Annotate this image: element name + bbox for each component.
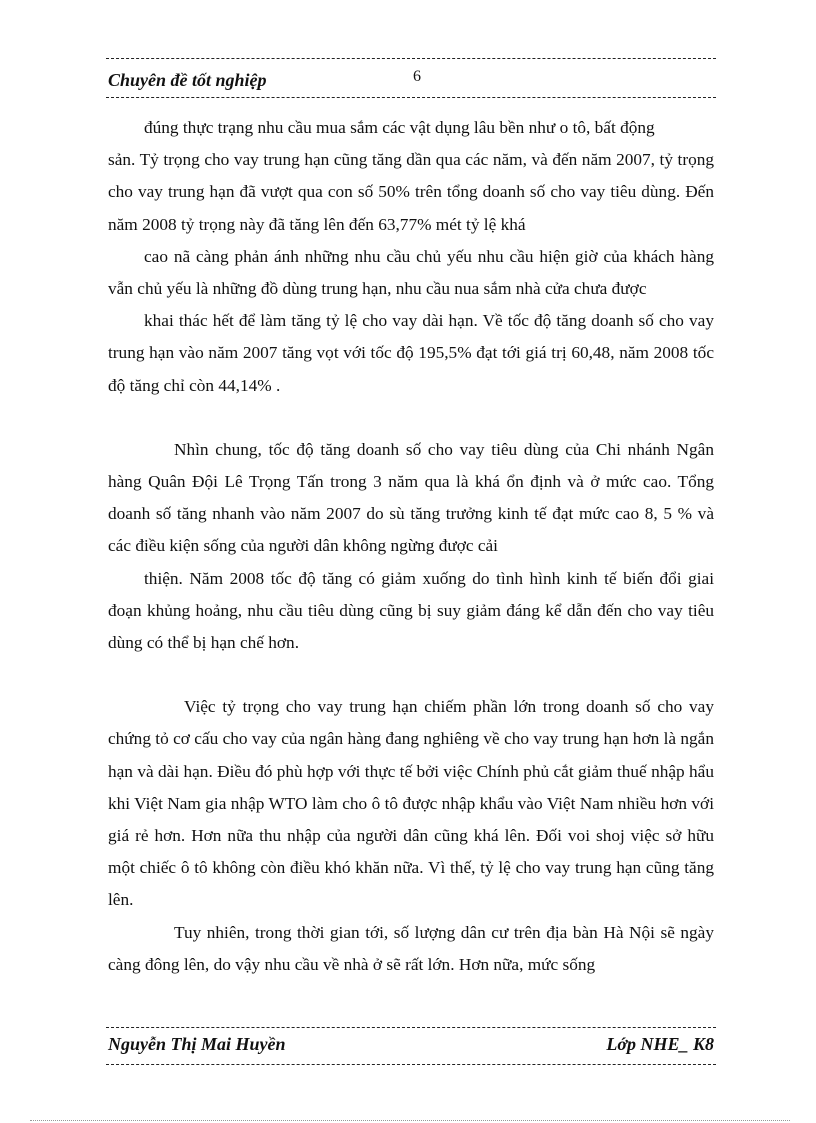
header-title: Chuyên đề tốt nghiệp	[108, 70, 267, 90]
paragraph-1: đúng thực trạng nhu cầu mua sắm các vật dụng lâu bền như o tô, bất động	[144, 118, 655, 137]
footer-bottom-rule	[106, 1064, 716, 1065]
paragraph-2: sản. Tỷ trọng cho vay trung hạn cũng tăng dần qua các năm, và đến năm 2007, tỷ trọng cho vay trung hạn đã vượt qua con số 50% trên tổng doanh số cho vay tiêu dùng. Đến năm 2008 tỷ trọng này đã tăng lên đến 63,77% mét tỷ lệ khá	[108, 150, 714, 234]
paragraph-8: Tuy nhiên, trong thời gian tới, số lượng dân cư trên địa bàn Hà Nội sẽ ngày càng đông lên, do vậy nhu cầu về nhà ở sẽ rất lớn. Hơn nữa, mức sống	[108, 922, 714, 974]
paragraph-3: cao nã càng phản ánh những nhu cầu chủ yếu nhu cầu hiện giờ của khách hàng vẫn chủ yếu là những đồ dùng trung hạn, nhu cầu nua sắm nhà cửa chưa được	[108, 246, 714, 299]
footer-top-rule	[106, 1027, 716, 1028]
paragraph-5: Nhìn chung, tốc độ tăng doanh số cho vay tiêu dùng của Chi nhánh Ngân hàng Quân Đội Lê Trọng Tấn trong 3 năm qua là khá ổn định và ở mức cao. Tổng doanh số tăng nhanh vào năm 2007 do sù tăng trưởng kinh tế đạt mức cao 8, 5 % và các điều kiện sống của người dân không ngừng được cải	[108, 439, 714, 556]
paragraph-gap	[108, 659, 714, 691]
page-edge-rule	[30, 1120, 790, 1121]
paragraph-gap	[108, 402, 714, 434]
body-text	[108, 112, 714, 981]
paragraph-4: khai thác hết để làm tăng tỷ lệ cho vay dài hạn. Về tốc độ tăng doanh số cho vay trung hạn vào năm 2007 tăng vọt với tốc độ 195,5% đạt tới giá trị 60,48, năm 2008 tốc độ tăng chỉ còn 44,14% .	[108, 311, 714, 395]
footer-class-label: Lớp NHE_ K8	[606, 1034, 714, 1054]
paragraph-6: thiện. Năm 2008 tốc độ tăng có giảm xuống do tình hình kinh tế biến đổi giai đoạn khủng hoảng, nhu cầu tiêu dùng cũng bị suy giảm đáng kể dẫn đến cho vay tiêu dùng có thể bị hạn chế hơn.	[108, 568, 714, 653]
header-bottom-rule	[106, 97, 716, 98]
paragraph-7: Việc tỷ trọng cho vay trung hạn chiếm phần lớn trong doanh số cho vay chứng tỏ cơ cấu cho vay của ngân hàng đang nghiêng về cho vay trung hạn hơn là ngắn hạn và dài hạn. Điều đó phù hợp với thực tế bởi việc Chính phủ cắt giảm thuế nhập hẩu khi Việt Nam gia nhập WTO làm cho ô tô được nhập khẩu vào Việt Nam nhiều hơn với giá rẻ hơn. Hơn nữa thu nhập của người dân cũng khá lên. Đối voi shoj việc sở hữu một chiếc ô tô không còn điều khó khăn nữa. Vì thế, tỷ lệ cho vay trung hạn cũng tăng lên.	[108, 697, 714, 910]
page-number: 6	[413, 68, 421, 85]
footer-author: Nguyễn Thị Mai Huyền	[108, 1034, 286, 1054]
header-top-rule	[106, 58, 716, 59]
